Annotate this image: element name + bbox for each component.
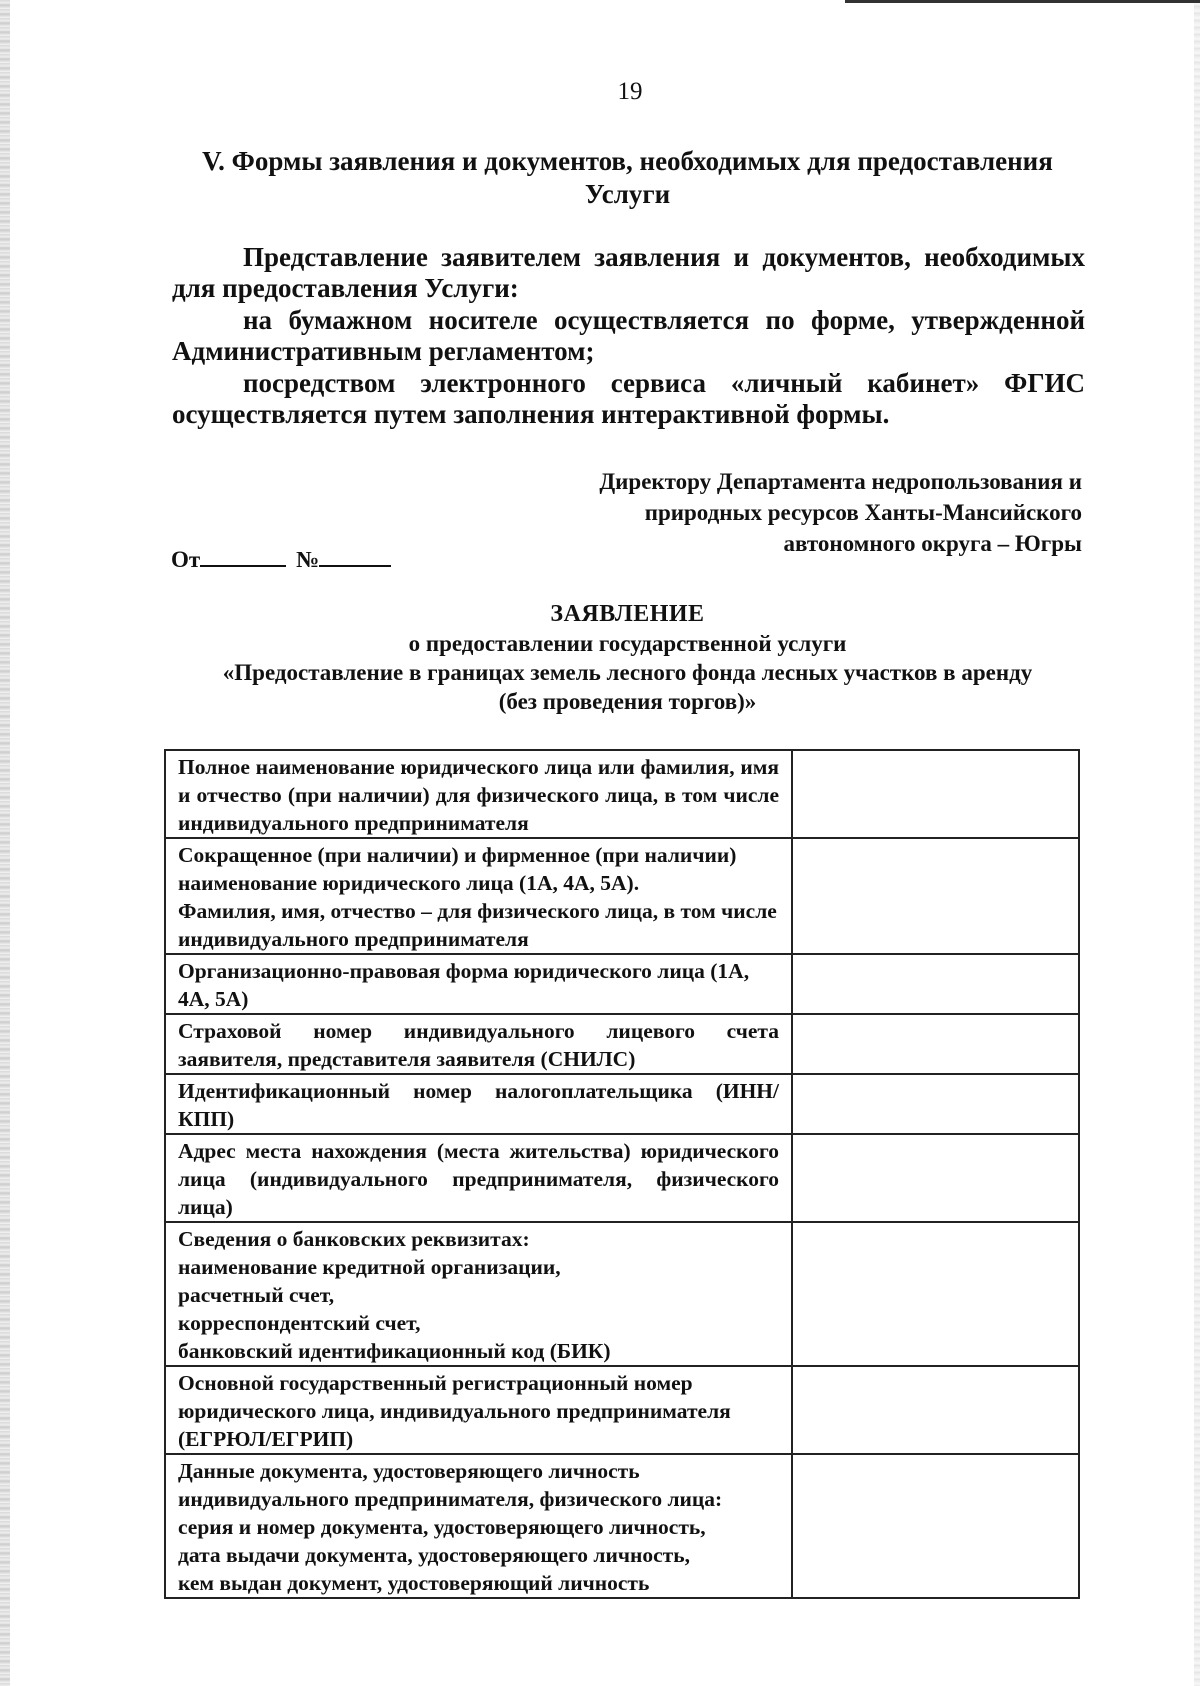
form-row-label-cell bbox=[165, 954, 792, 1014]
form-row-label: Сведения о банковских реквизитах: наименование кредитной организации, расчетный счет, корреспондентский счет, банковский идентификационный код (БИК) bbox=[178, 1227, 611, 1363]
form-row bbox=[165, 1222, 1079, 1366]
form-row bbox=[165, 1074, 1079, 1134]
scan-edge-left bbox=[0, 0, 10, 1686]
from-line bbox=[171, 547, 391, 573]
intro-paragraph-1: Представление заявителем заявления и документов, необходимых для предоставления Услуги: bbox=[172, 242, 1085, 303]
form-row-value-field[interactable] bbox=[792, 750, 1079, 838]
intro-paragraph-2: на бумажном носителе осуществляется по форме, утвержденной Административным регламентом; bbox=[172, 305, 1085, 366]
form-row-value-field[interactable] bbox=[792, 954, 1079, 1014]
form-row-label: Идентификационный номер налогоплательщика (ИНН/КПП) bbox=[178, 1079, 779, 1131]
form-row bbox=[165, 1014, 1079, 1074]
form-row-value-field[interactable] bbox=[792, 1222, 1079, 1366]
form-row-label: Организационно-правовая форма юридического лица (1А, 4А, 5А) bbox=[178, 959, 750, 1011]
form-row bbox=[165, 1454, 1079, 1598]
applicant-form-table bbox=[164, 749, 1080, 1599]
scan-top-line bbox=[845, 0, 1200, 3]
statement-service-name: «Предоставление в границах земель лесного фонда лесных участков в аренду (без проведения торгов)» bbox=[222, 660, 1033, 714]
page-number: 19 bbox=[617, 78, 643, 105]
form-row-label: Данные документа, удостоверяющего личность индивидуального предпринимателя, физического лица: серия и номер документа, удостоверяющего личность, дата выдачи документа, удостоверяющего личность, кем выдан документ, удостоверяющий личность bbox=[178, 1459, 723, 1595]
form-row-value-field[interactable] bbox=[792, 1074, 1079, 1134]
form-row-value-field[interactable] bbox=[792, 838, 1079, 954]
form-row-value-field[interactable] bbox=[792, 1366, 1079, 1454]
addressee-line-2: природных ресурсов Ханты-Мансийского bbox=[644, 500, 1082, 525]
form-row-label: Основной государственный регистрационный номер юридического лица, индивидуального предпринимателя (ЕГРЮЛ/ЕГРИП) bbox=[178, 1371, 731, 1451]
form-row-label-cell bbox=[165, 750, 792, 838]
form-row-label: Адрес места нахождения (места жительства) юридического лица (индивидуального предпринимателя, физического лица) bbox=[178, 1139, 779, 1219]
form-row bbox=[165, 954, 1079, 1014]
addressee-block bbox=[562, 466, 1082, 559]
section-title: V. Формы заявления и документов, необходимых для предоставления Услуги bbox=[202, 146, 1053, 209]
form-row bbox=[165, 838, 1079, 954]
date-blank[interactable] bbox=[200, 547, 286, 567]
form-row-label-cell bbox=[165, 1014, 792, 1074]
scan-edge-right bbox=[1194, 0, 1200, 1686]
form-row-label-cell bbox=[165, 1134, 792, 1222]
form-table-body bbox=[165, 750, 1079, 1598]
form-row-label-cell bbox=[165, 1366, 792, 1454]
form-row bbox=[165, 1134, 1079, 1222]
form-row-label: Сокращенное (при наличии) и фирменное (при наличии) наименование юридического лица (1А, 4А, 5А). Фамилия, имя, отчество – для физического лица, в том числе индивидуального предпринимателя bbox=[178, 843, 777, 951]
statement-heading bbox=[170, 600, 1085, 716]
from-label: От bbox=[171, 547, 201, 572]
number-label: № bbox=[295, 547, 320, 572]
form-row-label-cell bbox=[165, 1074, 792, 1134]
form-row-label-cell bbox=[165, 1222, 792, 1366]
form-row-label-cell bbox=[165, 1454, 792, 1598]
form-row bbox=[165, 750, 1079, 838]
addressee-line-3: автономного округа – Югры bbox=[783, 531, 1082, 556]
statement-subtitle: о предоставлении государственной услуги bbox=[408, 631, 847, 656]
form-row-label: Страховой номер индивидуального лицевого счета заявителя, представителя заявителя (СНИЛС) bbox=[178, 1019, 779, 1071]
form-row-value-field[interactable] bbox=[792, 1454, 1079, 1598]
form-row-value-field[interactable] bbox=[792, 1014, 1079, 1074]
addressee-line-1: Директору Департамента недропользования и bbox=[599, 469, 1082, 494]
form-row-label-cell bbox=[165, 838, 792, 954]
statement-title: ЗАЯВЛЕНИЕ bbox=[550, 601, 705, 627]
intro-paragraph-3: посредством электронного сервиса «личный кабинет» ФГИС осуществляется путем заполнения интерактивной формы. bbox=[172, 368, 1085, 429]
form-row bbox=[165, 1366, 1079, 1454]
number-blank[interactable] bbox=[319, 547, 391, 567]
form-row-value-field[interactable] bbox=[792, 1134, 1079, 1222]
form-row-label: Полное наименование юридического лица или фамилия, имя и отчество (при наличии) для физического лица, в том числе индивидуального предпринимателя bbox=[178, 755, 779, 835]
